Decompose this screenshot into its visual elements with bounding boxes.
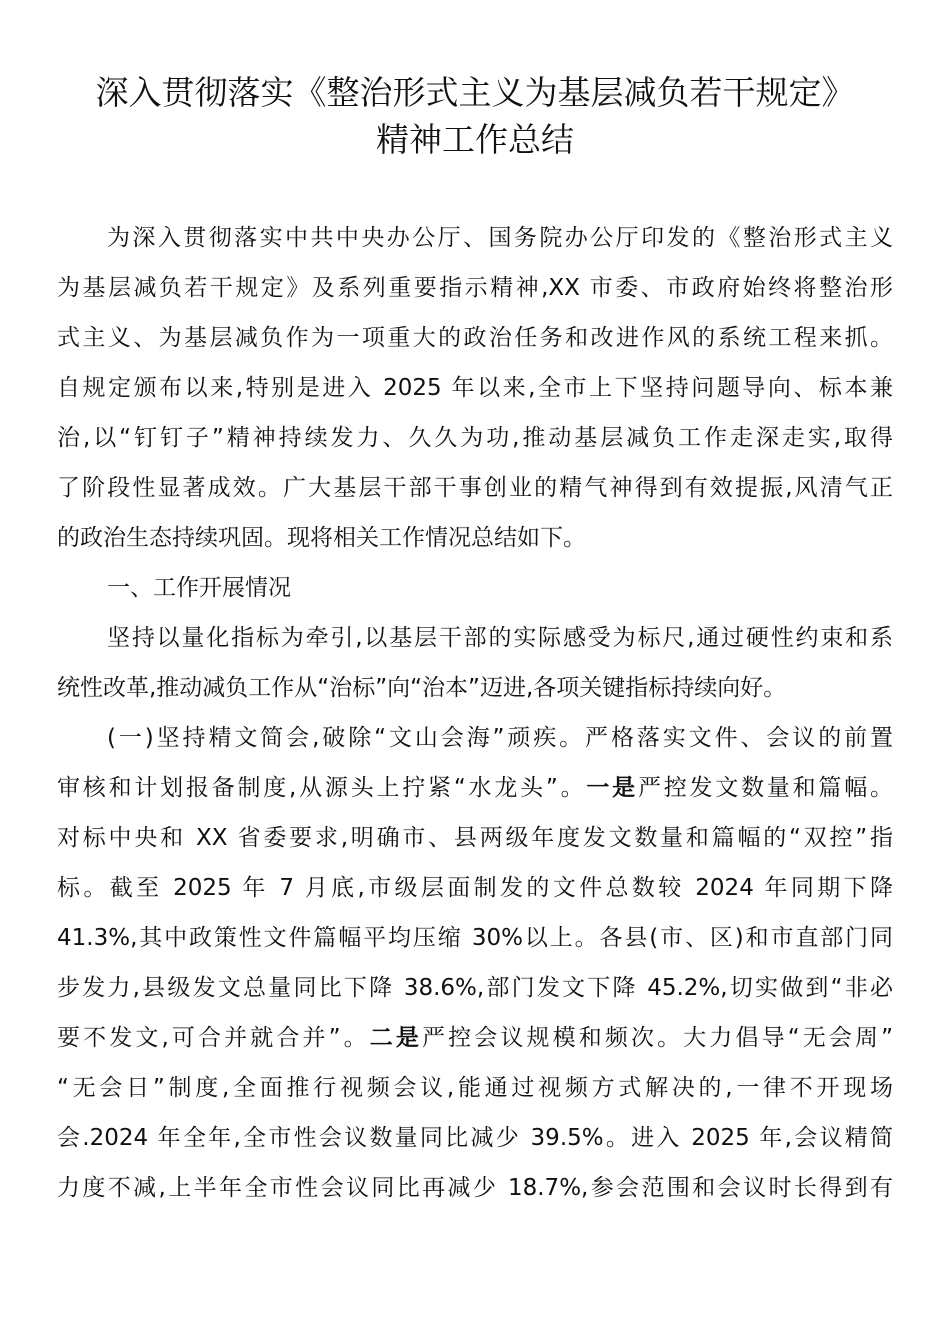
- document-title-line-2: 精神工作总结: [376, 120, 574, 159]
- line-text: 严控发文数量和篇幅。: [637, 775, 894, 801]
- subsection-paragraph-line: (一)坚持精文简会,破除“文山会海”顽疾。严格落实文件、会议的前置: [107, 725, 893, 751]
- subsection-paragraph-line: 标。截至 2025 年 7 月底,市级层面制发的文件总数较 2024 年同期下降: [57, 875, 893, 901]
- subsection-paragraph-line: 力度不减,上半年全市性会议同比再减少 18.7%,参会范围和会议时长得到有: [57, 1175, 893, 1201]
- intro-paragraph-line: 为基层减负若干规定》及系列重要指示精神,XX 市委、市政府始终将整治形: [57, 275, 893, 301]
- intro-paragraph-line: 式主义、为基层减负作为一项重大的政治任务和改进作风的系统工程来抓。: [57, 325, 893, 351]
- subsection-paragraph-line: [57, 1018, 893, 1058]
- line-text: 要不发文,可合并就合并”。: [57, 1025, 370, 1051]
- subsection-paragraph-line: 对标中央和 XX 省委要求,明确市、县两级年度发文数量和篇幅的“双控”指: [57, 825, 893, 851]
- section-paragraph-line: 坚持以量化指标为牵引,以基层干部的实际感受为标尺,通过硬性约束和系: [107, 625, 893, 651]
- document-title-line-1: 深入贯彻落实《整治形式主义为基层减负若干规定》: [95, 73, 855, 112]
- intro-paragraph-line: 治,以“钉钉子”精神持续发力、久久为功,推动基层减负工作走深走实,取得: [57, 425, 893, 451]
- line-text: 严控会议规模和频次。大力倡导“无会周”: [422, 1025, 894, 1051]
- subsection-paragraph-line: “无会日”制度,全面推行视频会议,能通过视频方式解决的,一律不开现场: [57, 1075, 893, 1101]
- bold-marker: 一是: [586, 775, 638, 801]
- intro-paragraph-line: 自规定颁布以来,特别是进入 2025 年以来,全市上下坚持问题导向、标本兼: [57, 375, 893, 401]
- line-text: 审核和计划报备制度,从源头上拧紧“水龙头”。: [57, 775, 587, 801]
- subsection-paragraph-line: 步发力,县级发文总量同比下降 38.6%,部门发文下降 45.2%,切实做到“非必: [57, 975, 893, 1001]
- subsection-paragraph-line: 会.2024 年全年,全市性会议数量同比减少 39.5%。进入 2025 年,会议精简: [57, 1125, 893, 1151]
- subsection-paragraph-line: [57, 768, 893, 808]
- intro-paragraph-line: 了阶段性显著成效。广大基层干部干事创业的精气神得到有效提振,风清气正: [57, 475, 893, 501]
- section-paragraph-line: 统性改革,推动减负工作从“治标”向“治本”迈进,各项关键指标持续向好。: [57, 675, 787, 701]
- subsection-paragraph-line: 41.3%,其中政策性文件篇幅平均压缩 30%以上。各县(市、区)和市直部门同: [57, 925, 893, 951]
- section-heading: 一、工作开展情况: [107, 575, 291, 601]
- bold-marker: 二是: [369, 1025, 423, 1051]
- intro-paragraph-line: 的政治生态持续巩固。现将相关工作情况总结如下。: [57, 525, 586, 551]
- intro-paragraph-line: 为深入贯彻落实中共中央办公厅、国务院办公厅印发的《整治形式主义: [107, 225, 893, 251]
